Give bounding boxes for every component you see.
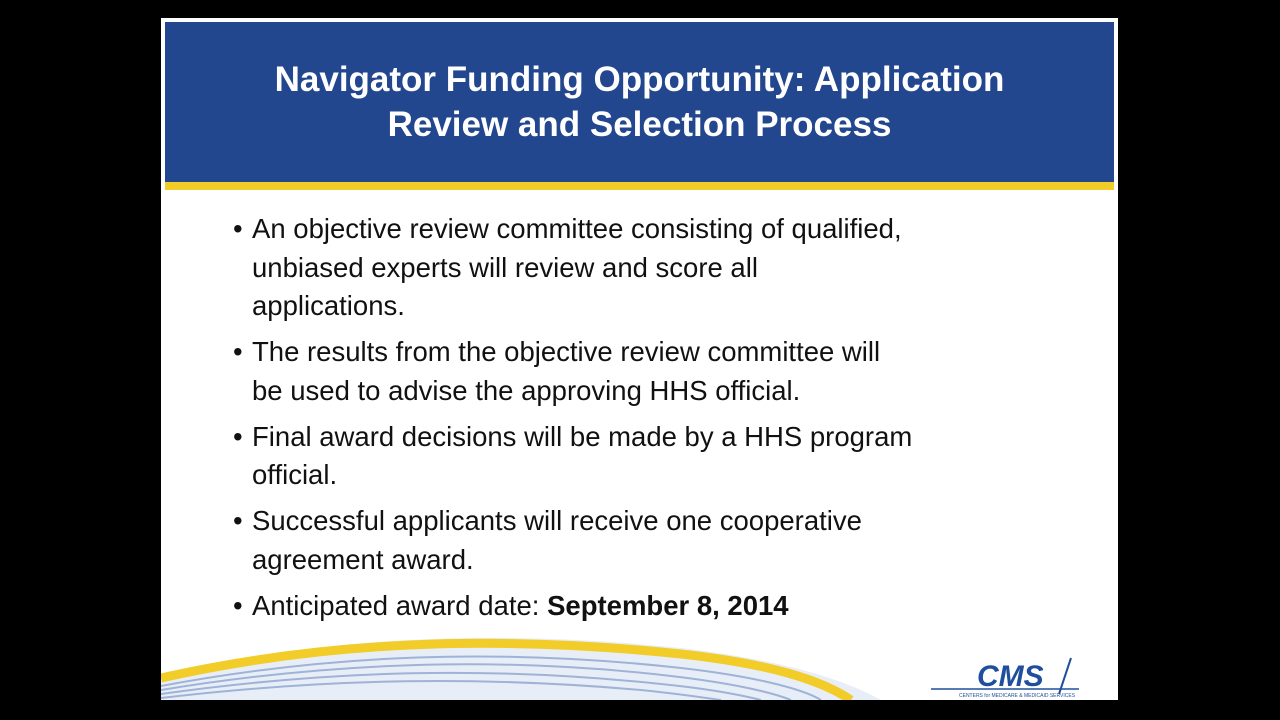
slide-title-line-2: Review and Selection Process (387, 105, 892, 144)
bullet-dot: • (233, 420, 243, 452)
svg-text:CENTERS for MEDICARE & MEDICAI: CENTERS for MEDICARE & MEDICAID SERVICES (959, 693, 1076, 699)
bullet-dot: • (233, 213, 243, 244)
award-date-label: Anticipated award date: (252, 589, 548, 621)
bullet-text: Final award decisions will be made by a HHS program (252, 420, 913, 452)
award-date-value: September 8, 2014 (547, 589, 789, 621)
bullet-text: An objective review committee consisting of qualified, (252, 213, 902, 244)
bullet-item (233, 210, 1053, 326)
bullet-dot: • (233, 589, 243, 621)
gold-divider (165, 182, 1114, 190)
cms-logo-graphic (931, 656, 1081, 700)
slide-title-line-1: Navigator Funding Opportunity: Application (274, 60, 1005, 99)
bullet-text: agreement award. (252, 543, 474, 575)
bullet-text-award-date (252, 587, 1053, 626)
bullet-item (233, 502, 1053, 579)
title-bar (165, 22, 1114, 182)
slide (161, 18, 1118, 700)
bullet-dot: • (233, 505, 243, 536)
bullet-text: official. (252, 459, 338, 490)
bullet-list (233, 210, 1053, 633)
bullet-text: applications. (252, 290, 405, 321)
bullet-text: be used to advise the approving HHS official. (252, 374, 801, 406)
bullet-text: The results from the objective review committee will (252, 336, 881, 367)
bullet-dot: • (233, 336, 243, 367)
cms-logo (931, 656, 1081, 700)
bullet-text: unbiased experts will review and score all (252, 251, 758, 283)
bullet-text: Successful applicants will receive one cooperative (252, 505, 862, 536)
bullet-item (233, 587, 1053, 626)
svg-text:CMS: CMS (977, 660, 1044, 693)
bullet-item (233, 333, 1053, 410)
bullet-item (233, 418, 1053, 495)
